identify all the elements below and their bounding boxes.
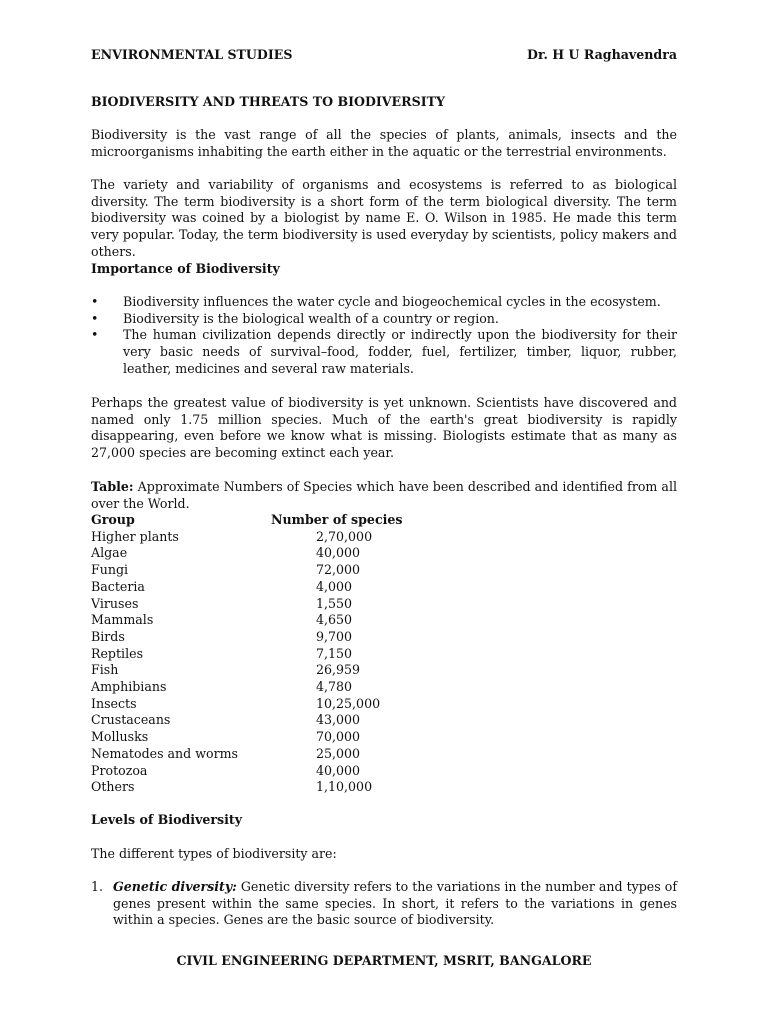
- group-cell: Others: [91, 779, 135, 795]
- list-item: [91, 294, 677, 311]
- table-caption: [91, 479, 677, 512]
- species-count-cell: 40,000: [316, 545, 361, 561]
- group-cell: Reptiles: [91, 645, 144, 661]
- bullet-icon: •: [91, 327, 99, 343]
- group-cell: Mammals: [91, 612, 154, 628]
- species-count-cell: 4,650: [316, 612, 353, 628]
- species-count-cell: 7,150: [316, 645, 353, 661]
- paragraph-biological-diversity: The variety and variability of organisms and ecosystems is referred to as biological diversity. The term biodiversity is a short form of the term biological diversity. The term biodiversity was coined by a biologist by name E. O. Wilson in 1985. He made this term very popular. Today, the term biodiversity is used everyday by scientists, policy makers and others.: [91, 177, 677, 259]
- table-row: [91, 579, 403, 596]
- list-item-text: Genetic diversity refers to the variations in the number and types of genes present within the same species. In short, it refers to the variations in genes within a species. Genes are the basic source of biodiversity.: [113, 879, 677, 928]
- bullet-icon: •: [91, 294, 99, 309]
- group-cell: Algae: [91, 545, 128, 561]
- levels-heading: Levels of Biodiversity: [91, 812, 243, 827]
- table-row: [91, 646, 403, 663]
- levels-intro: The different types of biodiversity are:: [91, 846, 337, 861]
- species-count-cell: 1,10,000: [316, 779, 373, 795]
- table-row: [91, 562, 403, 579]
- paragraph-value-of-biodiversity: Perhaps the greatest value of biodiversity is yet unknown. Scientists have discovered and named only 1.75 million species. Much of the earth's great biodiversity is rapidly disappearing, even before we know what is missing. Biologists estimate that as many as 27,000 species are becoming extinct each year.: [91, 395, 677, 461]
- table-row: [91, 596, 403, 613]
- group-cell: Mollusks: [91, 729, 149, 745]
- group-cell: Fungi: [91, 562, 129, 578]
- species-count-cell: 10,25,000: [316, 695, 381, 711]
- table-row: [91, 696, 403, 713]
- page-footer: CIVIL ENGINEERING DEPARTMENT, MSRIT, BANGALORE: [176, 953, 592, 968]
- header-course-title: ENVIRONMENTAL STUDIES: [91, 47, 293, 62]
- species-count-cell: 72,000: [316, 562, 361, 578]
- table-row: [91, 729, 403, 746]
- importance-heading: Importance of Biodiversity: [91, 261, 280, 276]
- group-cell: Viruses: [91, 595, 139, 611]
- column-header-number-of-species: Number of species: [271, 512, 403, 527]
- species-table: [91, 512, 403, 796]
- table-row: [91, 545, 403, 562]
- paragraph-definition: Biodiversity is the vast range of all the species of plants, animals, insects and the microorganisms inhabiting the earth either in the aquatic or the terrestrial environments.: [91, 127, 677, 159]
- list-item-text: The human civilization depends directly or indirectly upon the biodiversity for their very basic needs of survival–food, fodder, fuel, fertilizer, timber, liquor, rubber, leather, medicines and several raw materials.: [123, 327, 677, 376]
- species-count-cell: 25,000: [316, 745, 361, 761]
- list-item-number: 1.: [91, 879, 104, 894]
- group-cell: Fish: [91, 662, 119, 678]
- group-cell: Bacteria: [91, 578, 145, 594]
- list-item-term: Genetic diversity:: [113, 879, 237, 894]
- table-row: [91, 612, 403, 629]
- table-row: [91, 746, 403, 763]
- group-cell: Insects: [91, 695, 137, 711]
- group-cell: Protozoa: [91, 762, 148, 778]
- list-item: [91, 327, 677, 377]
- list-item: [91, 311, 677, 328]
- species-count-cell: 26,959: [316, 662, 361, 678]
- species-count-cell: 43,000: [316, 712, 361, 728]
- species-count-cell: 2,70,000: [316, 528, 373, 544]
- table-row: [91, 662, 403, 679]
- group-cell: Amphibians: [91, 679, 167, 695]
- table-header-row: [91, 512, 403, 529]
- table-caption-text: Approximate Numbers of Species which have been described and identified from all over the World.: [91, 479, 677, 511]
- bullet-icon: •: [91, 310, 99, 326]
- table-row: [91, 712, 403, 729]
- table-row: [91, 529, 403, 546]
- header-author: Dr. H U Raghavendra: [527, 47, 677, 62]
- table-row: [91, 629, 403, 646]
- table-row: [91, 763, 403, 780]
- importance-list: [91, 294, 677, 378]
- species-count-cell: 70,000: [316, 729, 361, 745]
- species-count-cell: 40,000: [316, 762, 361, 778]
- list-item-text: Biodiversity is the biological wealth of a country or region.: [123, 310, 499, 326]
- list-item-text: Biodiversity influences the water cycle and biogeochemical cycles in the ecosystem.: [123, 294, 661, 309]
- table-row: [91, 679, 403, 696]
- document-title: BIODIVERSITY AND THREATS TO BIODIVERSITY: [91, 94, 445, 109]
- table-row: [91, 779, 403, 796]
- species-count-cell: 1,550: [316, 595, 353, 611]
- group-cell: Nematodes and worms: [91, 745, 239, 761]
- levels-list-item: [91, 879, 677, 929]
- group-cell: Crustaceans: [91, 712, 171, 728]
- list-item-body: [113, 879, 677, 929]
- group-cell: Higher plants: [91, 528, 179, 544]
- species-count-cell: 9,700: [316, 628, 353, 644]
- group-cell: Birds: [91, 628, 125, 644]
- column-header-group: Group: [91, 512, 135, 527]
- species-count-cell: 4,780: [316, 679, 353, 695]
- table-caption-label: Table:: [91, 479, 134, 494]
- species-count-cell: 4,000: [316, 578, 353, 594]
